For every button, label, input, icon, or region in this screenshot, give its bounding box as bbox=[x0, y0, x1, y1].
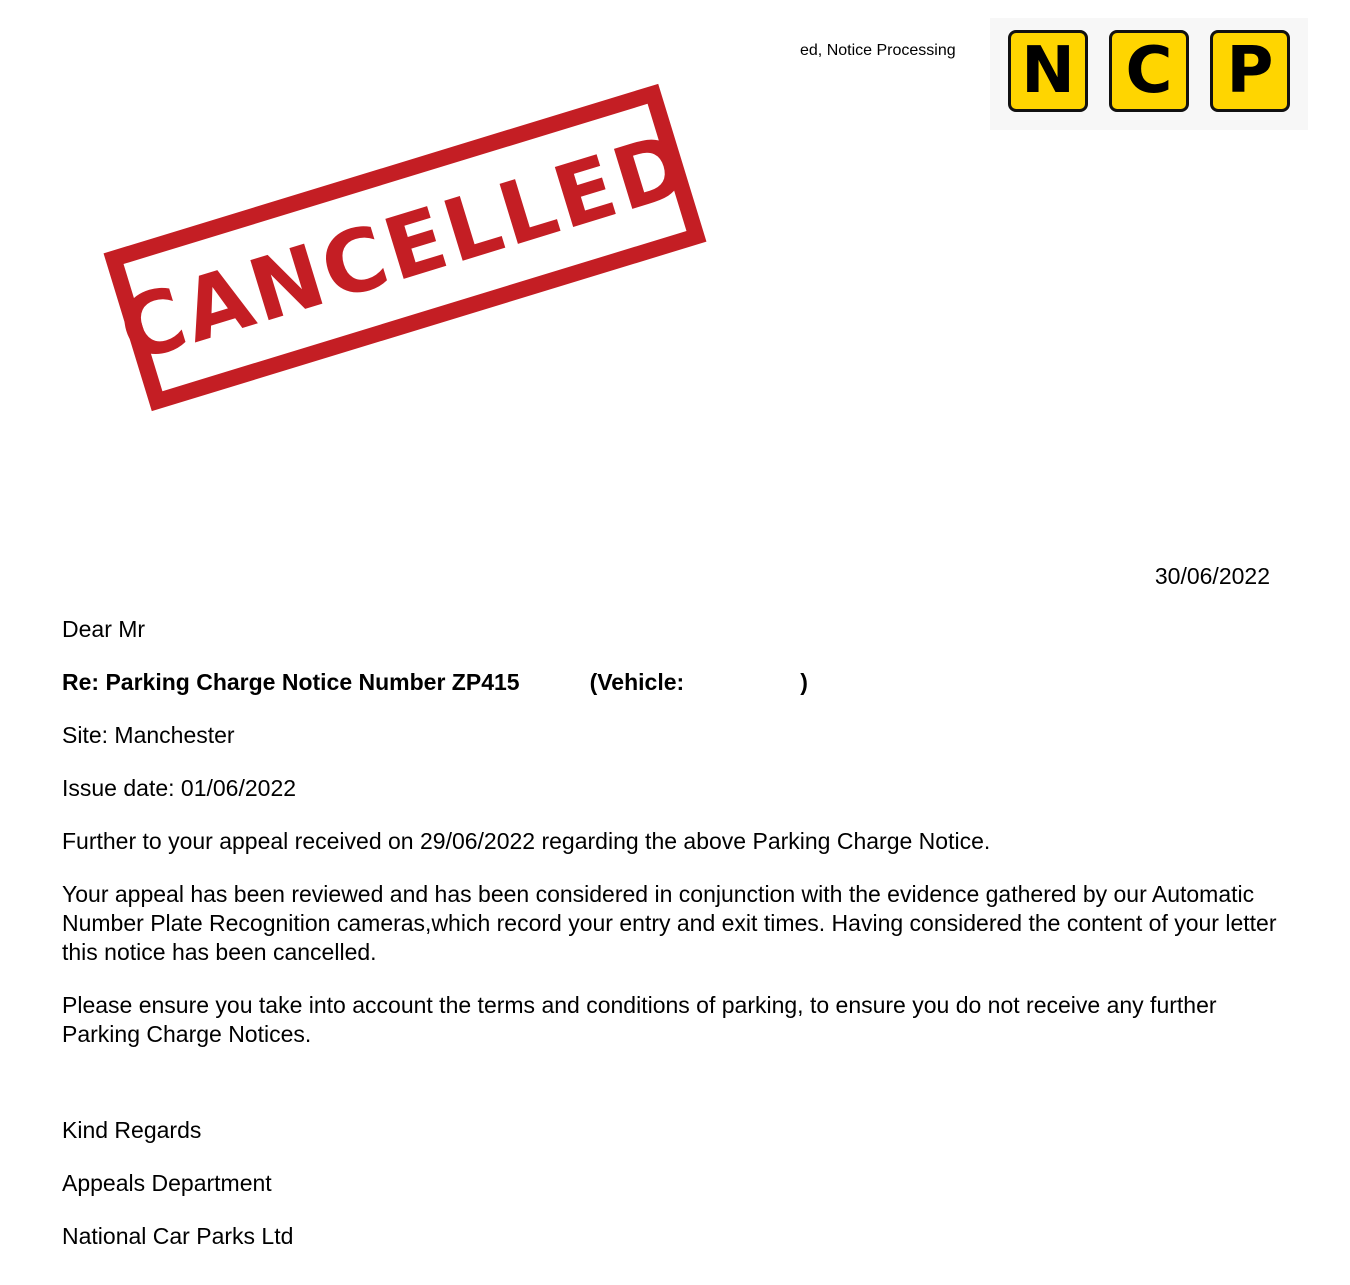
subject-vehicle: (Vehicle: bbox=[589, 669, 685, 695]
header-note: ed, Notice Processing bbox=[800, 42, 956, 59]
logo-letter-n: N bbox=[1008, 30, 1088, 112]
subject-vehicle-close: ) bbox=[800, 669, 808, 695]
signature-company: National Car Parks Ltd bbox=[62, 1223, 294, 1249]
letter-body bbox=[62, 615, 1292, 1275]
subject-line bbox=[62, 668, 1292, 697]
site-line: Site: Manchester bbox=[62, 722, 235, 748]
paragraph-terms-reminder: Please ensure you take into account the terms and conditions of parking, to ensure you do not receive any further Parking Charge Notices. bbox=[62, 992, 1217, 1047]
letter-date: 30/06/2022 bbox=[1154, 563, 1270, 589]
cancelled-stamp bbox=[104, 84, 707, 411]
stamp-text: CANCELLED bbox=[108, 113, 702, 382]
logo-letter-p: P bbox=[1210, 30, 1290, 112]
ncp-logo bbox=[990, 18, 1308, 130]
closing: Kind Regards bbox=[62, 1117, 202, 1143]
subject-notice-number: Re: Parking Charge Notice Number ZP415 bbox=[62, 669, 520, 695]
logo-letter-c: C bbox=[1109, 30, 1189, 112]
signature-block bbox=[62, 1169, 1292, 1251]
salutation: Dear Mr bbox=[62, 616, 146, 642]
signature-department: Appeals Department bbox=[62, 1170, 272, 1196]
spacer bbox=[62, 1073, 1292, 1116]
paragraph-appeal-reviewed: Your appeal has been reviewed and has been considered in conjunction with the evidence gathered by our Automatic Number Plate Recognition cameras,which record your entry and exit times. Having considered the content of your letter this notice has been cancelled. bbox=[62, 881, 1277, 965]
paragraph-appeal-received: Further to your appeal received on 29/06/2022 regarding the above Parking Charge Notice. bbox=[62, 828, 991, 854]
issue-date-line: Issue date: 01/06/2022 bbox=[62, 775, 297, 801]
